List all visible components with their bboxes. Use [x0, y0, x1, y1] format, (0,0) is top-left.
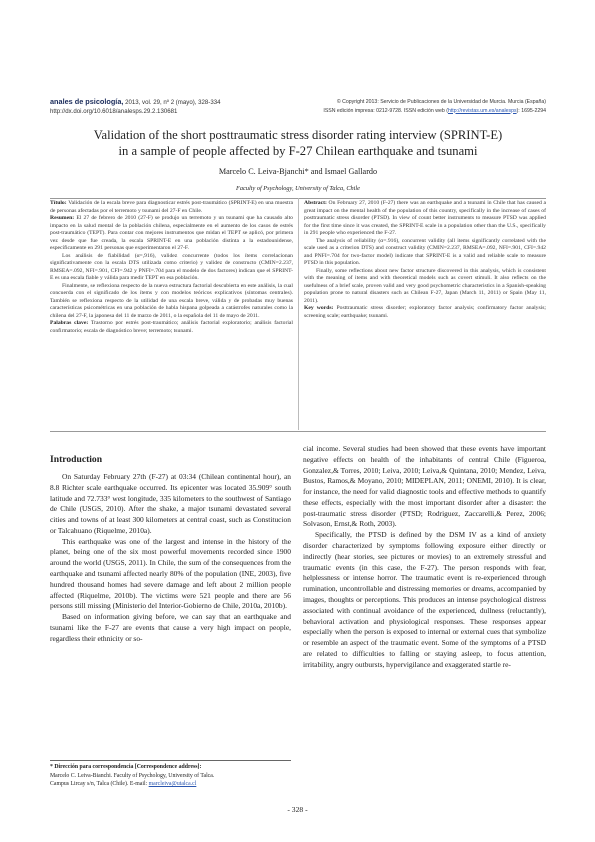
email-link[interactable]: marcleiva@utalca.cl: [148, 781, 197, 787]
copyright-block: [300, 98, 546, 115]
doi-link[interactable]: http://dx.doi.org/10.6018/analesps.29.2.130681: [50, 107, 178, 115]
paragraph: Specifically, the PTSD is defined by the DSM IV as a kind of anxiety disorder characterized by symptoms following exposure either directly or indirectly (hear stories, see pictures or movies) to an extremely stressful and traumatic events (in this case, the F-27). The person responds with fear, helplessness or intense horror. The traumatic event is re-experienced through rumination, uncontrollable and distressing memories or dreams, accompanied by images, thoughts or perceptions. This produces an intense psychological distress associated with continual avoidance of the experienced, dullness (reluctantly), behavioral activation and physiological responses. These responses appear especially when the person is exposed to internal or external cues that symbolize or resemble an aspect of the traumatic event. Some of the symptoms of a PTSD are related to difficulties to falling or staying asleep, to focus attention, irritability, angry outbursts, hypervigilance and exaggerated startle re-: [303, 530, 546, 669]
abstract-divider: [298, 198, 299, 430]
authors: Marcelo C. Leiva-Bjanchi* and Ismael Gallardo: [218, 167, 378, 176]
journal-meta: 2013, vol. 29, nº 2 (mayo), 328-334: [123, 99, 221, 106]
journal-web-link[interactable]: http://revistas.um.es/analesps: [447, 107, 517, 114]
paragraph: On Saturday February 27th (F-27) at 03:34 (Chilean continental hour), an 8.8 Richter scale earthquake occurred. Its epicenter was located 35.909° south latitude and 72.733° west longitude, 335 kilometers to the southwest of Santiago de Chile (USGS, 2010). After the shake, a major tsunami devastated several cities and towns of at least 300 kilometers at central coast, such as Constitucion or Talcahuano (Riquelme, 2010a).: [50, 472, 291, 535]
body-column-left: [50, 472, 291, 645]
issn-line: ISSN edición impresa: 0212-9728. ISSN edición web (http://revistas.um.es/analesps): 1695-2294: [323, 107, 546, 114]
article-title: Validation of the short posttraumatic stress disorder rating interview (SPRINT-E) in a sample of people affected by F-27 Chilean earthquake and tsunami: [93, 128, 503, 158]
correspondence-footnote: * Dirección para correspondencia [Correspondence address]: Marcelo C. Leiva-Bianchi. Faculty of Psychology, University of Talca. Campus Lircay s/n, Talca (Chile). E-mail: marcleiva@utalca.cl: [50, 760, 291, 789]
page-number: - 328 -: [287, 805, 308, 814]
affiliation: Faculty of Psychology, University of Talca, Chile: [236, 185, 360, 192]
journal-name: anales de psicología,: [50, 97, 124, 106]
paragraph: This earthquake was one of the largest and intense in the history of the planet, being one of the six most powerful movements recorded since 1900 around the world (USGS, 2011). In Chile, the sum of the consequences from the earthquake and tsunami affected nearly 80% of the population (INE, 2003), five hundred thousand homes had severe damage and left about 2 million people affected (Riquelme, 2010b). The victims were 521 people and there are 56 persons still missing (Ministerio del Interior-Gobierno de Chile, 2010a, 2010b).: [50, 536, 291, 611]
copyright-text: © Copyright 2013: Servicio de Publicaciones de la Universidad de Murcia. Murcia (España): [336, 99, 546, 105]
journal-citation: [50, 98, 290, 116]
paragraph: Based on information giving before, we can say that an earthquake and tsunami like the F-27 are events that cause a very high impact on people, regardless their ethnicity or so-: [50, 612, 291, 643]
abstract-spanish: Título: Validación de la escala breve para diagnosticar estrés post-traumático (SPRINT-E) en una muestra de personas afectadas por el terremoto y tsunami del 27-F en Chile. Resumen: El 27 de febrero de 2010 (27-F) se produjo un terremoto y un tsunami que ha causado alto impacto en la salud mental de la población chilena, especialmente en el aumento de los casos de estrés post-traumático (TEPT). Para contar con mejores instrumentos que midan el TEPT se aplicó, por primera vez desde que fue creada, la escala SPRINT-E en una población distinta a la estadounidense, específicamente en 291 personas que experimentaron el 27-F. Los análisis de fiabilidad (α=,916), validez concurrente (todos los ítems correlacionan significativamente con la escala DTS utilizada como criterio) y validez de constructo (CMIN=2.237, RMSEA=.092, NFI=.901, CFI=.942 y PNFI=.704 para el modelo de dos factores) indican que el SPRINT-E es una escala fiable y válida para medir TEPT en esa población. Finalmente, se reflexiona respecto de la nueva estructura factorial descubierta en este análisis, la cual concuerda con el significado de los ítems y con modelos teóricos explicativos (síntomas centrales). También se reflexiona respecto de la utilidad de una escala breve, válida y de probadas muy buenas características psicométricas en una población de habla hispana golpeada a catástrofes naturales como la chilena del 27-F, la japonesa del 11 de marzo de 2011, o la española del 11 de mayo de 2011. Palabras clave: Trastorno por estrés post-traumático; análisis factorial exploratorio; análisis factorial confirmatorio; escala de diagnóstico breve; terremoto; tsunami.: [50, 200, 293, 334]
section-heading-introduction: Introduction: [50, 454, 103, 465]
body-column-right: [303, 444, 546, 670]
paragraph: cial income. Several studies had been showed that these events have important negative effects on health of the inhabitants of central Chile (Figueroa, Gonzalez,& Torres, 2010; Leiva, 2010; Leiva,& Quintana, 2010; Mendez, Leiva, Bustos, Ramos,& Moyano, 2010; MIDEPLAN, 2011; ONEMI, 2010). It is clear, for instance, the need for valid diagnostic tools and effective methods to quantify these effects, especially with the most important disorder after a disaster: the post-traumatic stress disorder (PTSD; Rodriguez, Zaccarelli,& Perez, 2006; Solvason, Ernst,& Roth, 2003).: [303, 444, 546, 529]
abstract-english: Abstract: On February 27, 2010 (F-27) there was an earthquake and a tsunami in Chile that has caused a great impact on the mental health of the population of this country, specifically in the increase of cases of posttraumatic stress disorder (PTSD). In view of count better instruments to measure PTSD was applied for the first time since it was created, the SPRINT-E scale in a population other than the U.S., specifically in 291 people who experienced the F-27. The analysis of reliability (α=.916), concurrent validity (all items significantly correlated with the scale used as a criterion DTS) and construct validity (CMIN=2.237, RMSEA=.092, NFI=.901, CFI=.942 and PNFI=.704 for two-factor model) indicate that SPRINT-E is a valid and reliable scale to measure PTSD in this population. Finally, some reflections about new factor structure discovered in this analysis, which is consistent with the meaning of items and with theoretical models such as covert stimuli. It also reflects on the usefulness of a brief scale, proven valid and very good psychometric characteristics in a Spanish-speaking population prone to natural disasters such as Chilean F-27, Japan (March 11, 2011) or Spain (May 11, 2011). Key words: Posttraumatic stress disorder; exploratory factor analysis; confirmatory factor analysis; screening scale; earthquake; tsunami.: [304, 200, 546, 319]
